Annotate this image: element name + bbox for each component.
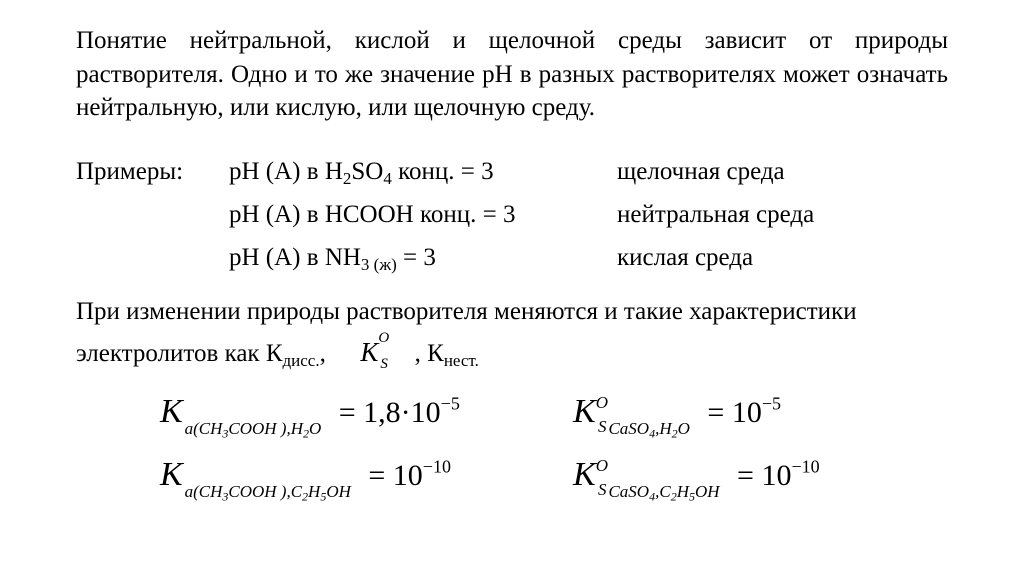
characteristics-line2: электролитов как $К_{дисс.}$, K O S , $К_{нест.}$	[76, 330, 479, 372]
example-medium: нейтральная среда	[617, 201, 815, 228]
example-medium: кислая среда	[617, 244, 754, 271]
example-formula: pH (A) в HCOOH конц. = 3	[229, 201, 516, 228]
intro-paragraph: Понятие нейтральной, кислой и щелочной среды зависит от природы растворителя. Одно и то же значение pH в разных растворителях может означать нейтральную, или кислую, или щелочную среду.	[76, 27, 948, 121]
equation-ks-water: $K^O_S$ $_{CaSO_4,H_2O} = 10^{-5}$	[573, 393, 781, 441]
example-formula: pH (A) в $H_2SO_4$ конц. = 3	[229, 158, 494, 188]
examples-label: Примеры:	[76, 158, 184, 185]
example-medium: щелочная среда	[617, 158, 785, 185]
characteristics-paragraph	[76, 292, 1016, 374]
equation-ks-ethanol: $K^O_S$ $_{CaSO_4,C_2H_5OH} = 10^{-10}$	[573, 456, 820, 504]
example-formula: pH (A) в $NH_{3 (ж)} = 3$	[229, 244, 436, 274]
equation-ka-water: К $_{a(CH_3COOH ),H_2O} = 1,8\cdot 10^{-5}$	[160, 393, 460, 441]
equation-ka-ethanol: К $_{a(CH_3COOH ),C_2H_5OH} = 10^{-10}$	[160, 456, 451, 504]
characteristics-line1: При изменении природы растворителя меняются и такие характеристики	[76, 298, 857, 325]
solubility-product-symbol: K O S	[360, 330, 390, 372]
